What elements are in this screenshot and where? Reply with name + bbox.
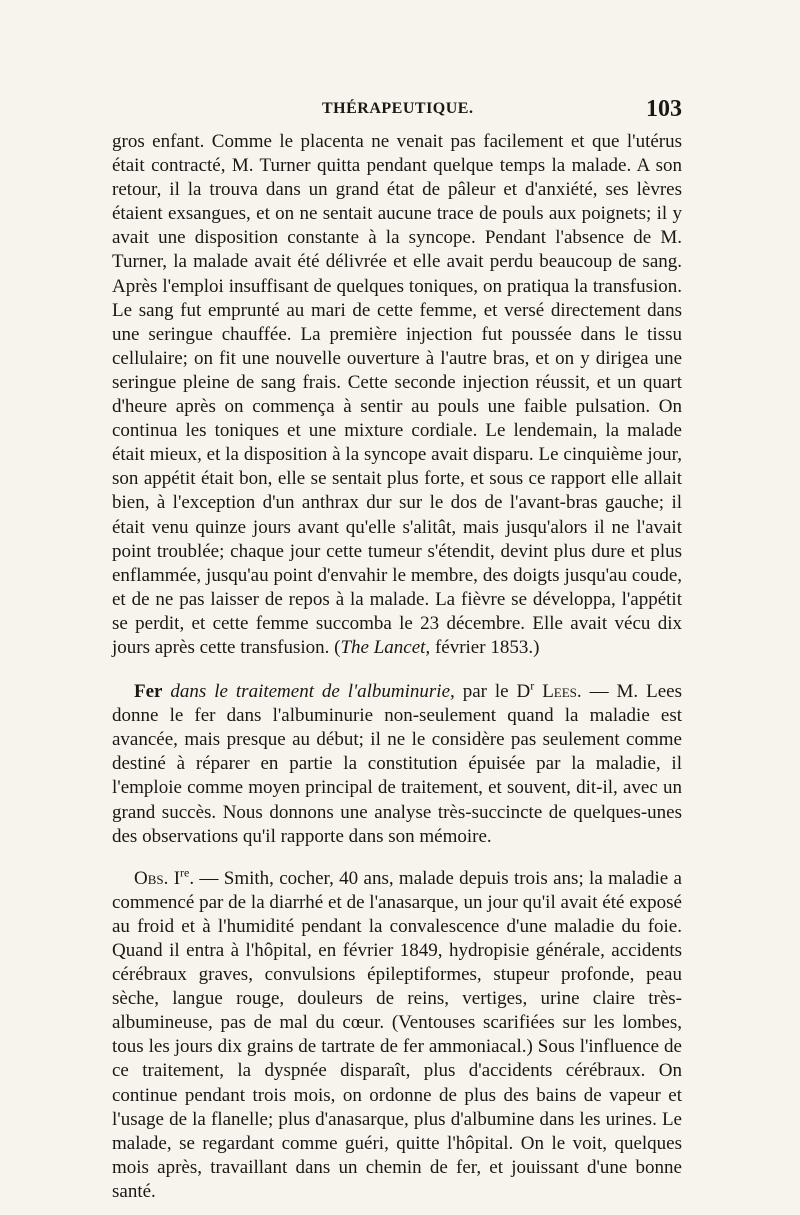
observation-label-sup: re [180, 865, 190, 880]
source-date: février 1853.) [430, 636, 540, 658]
observation-label: Obs. I [134, 867, 181, 889]
paragraph-observation-1 [112, 867, 682, 1204]
paragraph-fer-albuminurie [112, 680, 682, 849]
observation-label-dot: . [189, 867, 195, 889]
page-header [112, 96, 682, 126]
author-prefix-sup: r [530, 678, 535, 693]
paragraph-transfusion-case [112, 130, 682, 660]
running-title: THÉRAPEUTIQUE. [322, 100, 474, 117]
section-title: dans le traitement de l'albuminurie, [162, 681, 455, 703]
author-name: Lees. [534, 681, 582, 703]
paragraph-text: — M. Lees donne le fer dans l'albuminurie non-seulement quand la maladie est avancée, mais presque au début; il ne le considère pas seulement comme destiné à réparer en partie la constitution épuisée par la maladie, il l'emploie comme moyen principal de traitement, et souvent, dit-il, avec un grand succès. Nous donnons une analyse très-succincte de quelques-unes des observations qu'il rapporte dans son mémoire. [112, 681, 682, 847]
body-text [112, 130, 682, 1204]
source-journal: The Lancet, [340, 636, 431, 658]
author-prefix: par le D [454, 681, 531, 703]
paragraph-text: gros enfant. Comme le placenta ne venait pas facilement et que l'utérus était contracté, M. Turner quitta pendant quelque temps la malade. A son retour, il la trouva dans un grand état de pâleur et d'anxiété, ses lèvres étaient exsangues, et on ne sentait aucune trace de pouls aux poignets; il y avait une disposition constante à la syncope. Pendant l'absence de M. Turner, la malade avait été délivrée et elle avait perdu beaucoup de sang. Après l'emploi insuffisant de quelques toniques, on pratiqua la transfusion. Le sang fut emprunté au mari de cette femme, et versé directement dans une seringue chauffée. La première injection fut poussée dans le tissu cellulaire; on fit une nouvelle ouverture à l'autre bras, et on y dirigea une seringue pleine de sang frais. Cette seconde injection réussit, et un quart d'heure après on commença à sentir au pouls une faible pulsation. On continua les toniques et une mixture cordiale. Le lendemain, la malade était mieux, et la disposition à la syncope avait disparu. Le cinquième jour, son appétit était bon, elle se sentait plus forte, et sous ce rapport elle allait bien, à l'exception d'un anthrax dur sur le dos de l'avant-bras gauche; il était venu quinze jours avant qu'elle s'alitât, mais jusqu'alors il ne l'avait point troublée; chaque jour cette tumeur s'étendit, devint plus dure et plus enflammée, jusqu'au point d'envahir le membre, des doigts jusqu'au coude, et de ne pas laisser de repos à la malade. La fièvre se développa, l'appétit se perdit, et cette femme succomba le 23 décembre. Elle avait vécu dix jours après cette transfusion. ( [112, 131, 682, 658]
page-number: 103 [646, 96, 682, 122]
paragraph-text: — Smith, cocher, 40 ans, malade depuis trois ans; la maladie a commencé par de la diarrhé et de l'anasarque, un jour qu'il avait été exposé au froid et à l'humidité pendant la convalescence d'une maladie du foie. Quand il entra à l'hôpital, en février 1849, hydropisie générale, accidents cérébraux graves, convulsions épileptiformes, stupeur profonde, peau sèche, langue rouge, douleurs de reins, vertiges, urine claire très-albumineuse, pas de mal du cœur. (Ventouses scarifiées sur les lombes, tous les jours dix grains de tartrate de fer ammoniacal.) Sous l'influence de ce traitement, la dyspnée disparaît, plus d'accidents cérébraux. On continue pendant trois mois, on ordonne de plus des bains de vapeur et l'usage de la flanelle; plus d'anasarque, plus d'albumine dans les urines. Le malade, se regardant comme guéri, quitte l'hôpital. On le voit, quelques mois après, travaillant dans un chemin de fer, et jouissant d'une bonne santé. [112, 867, 682, 1202]
section-lead-word: Fer [134, 681, 163, 703]
